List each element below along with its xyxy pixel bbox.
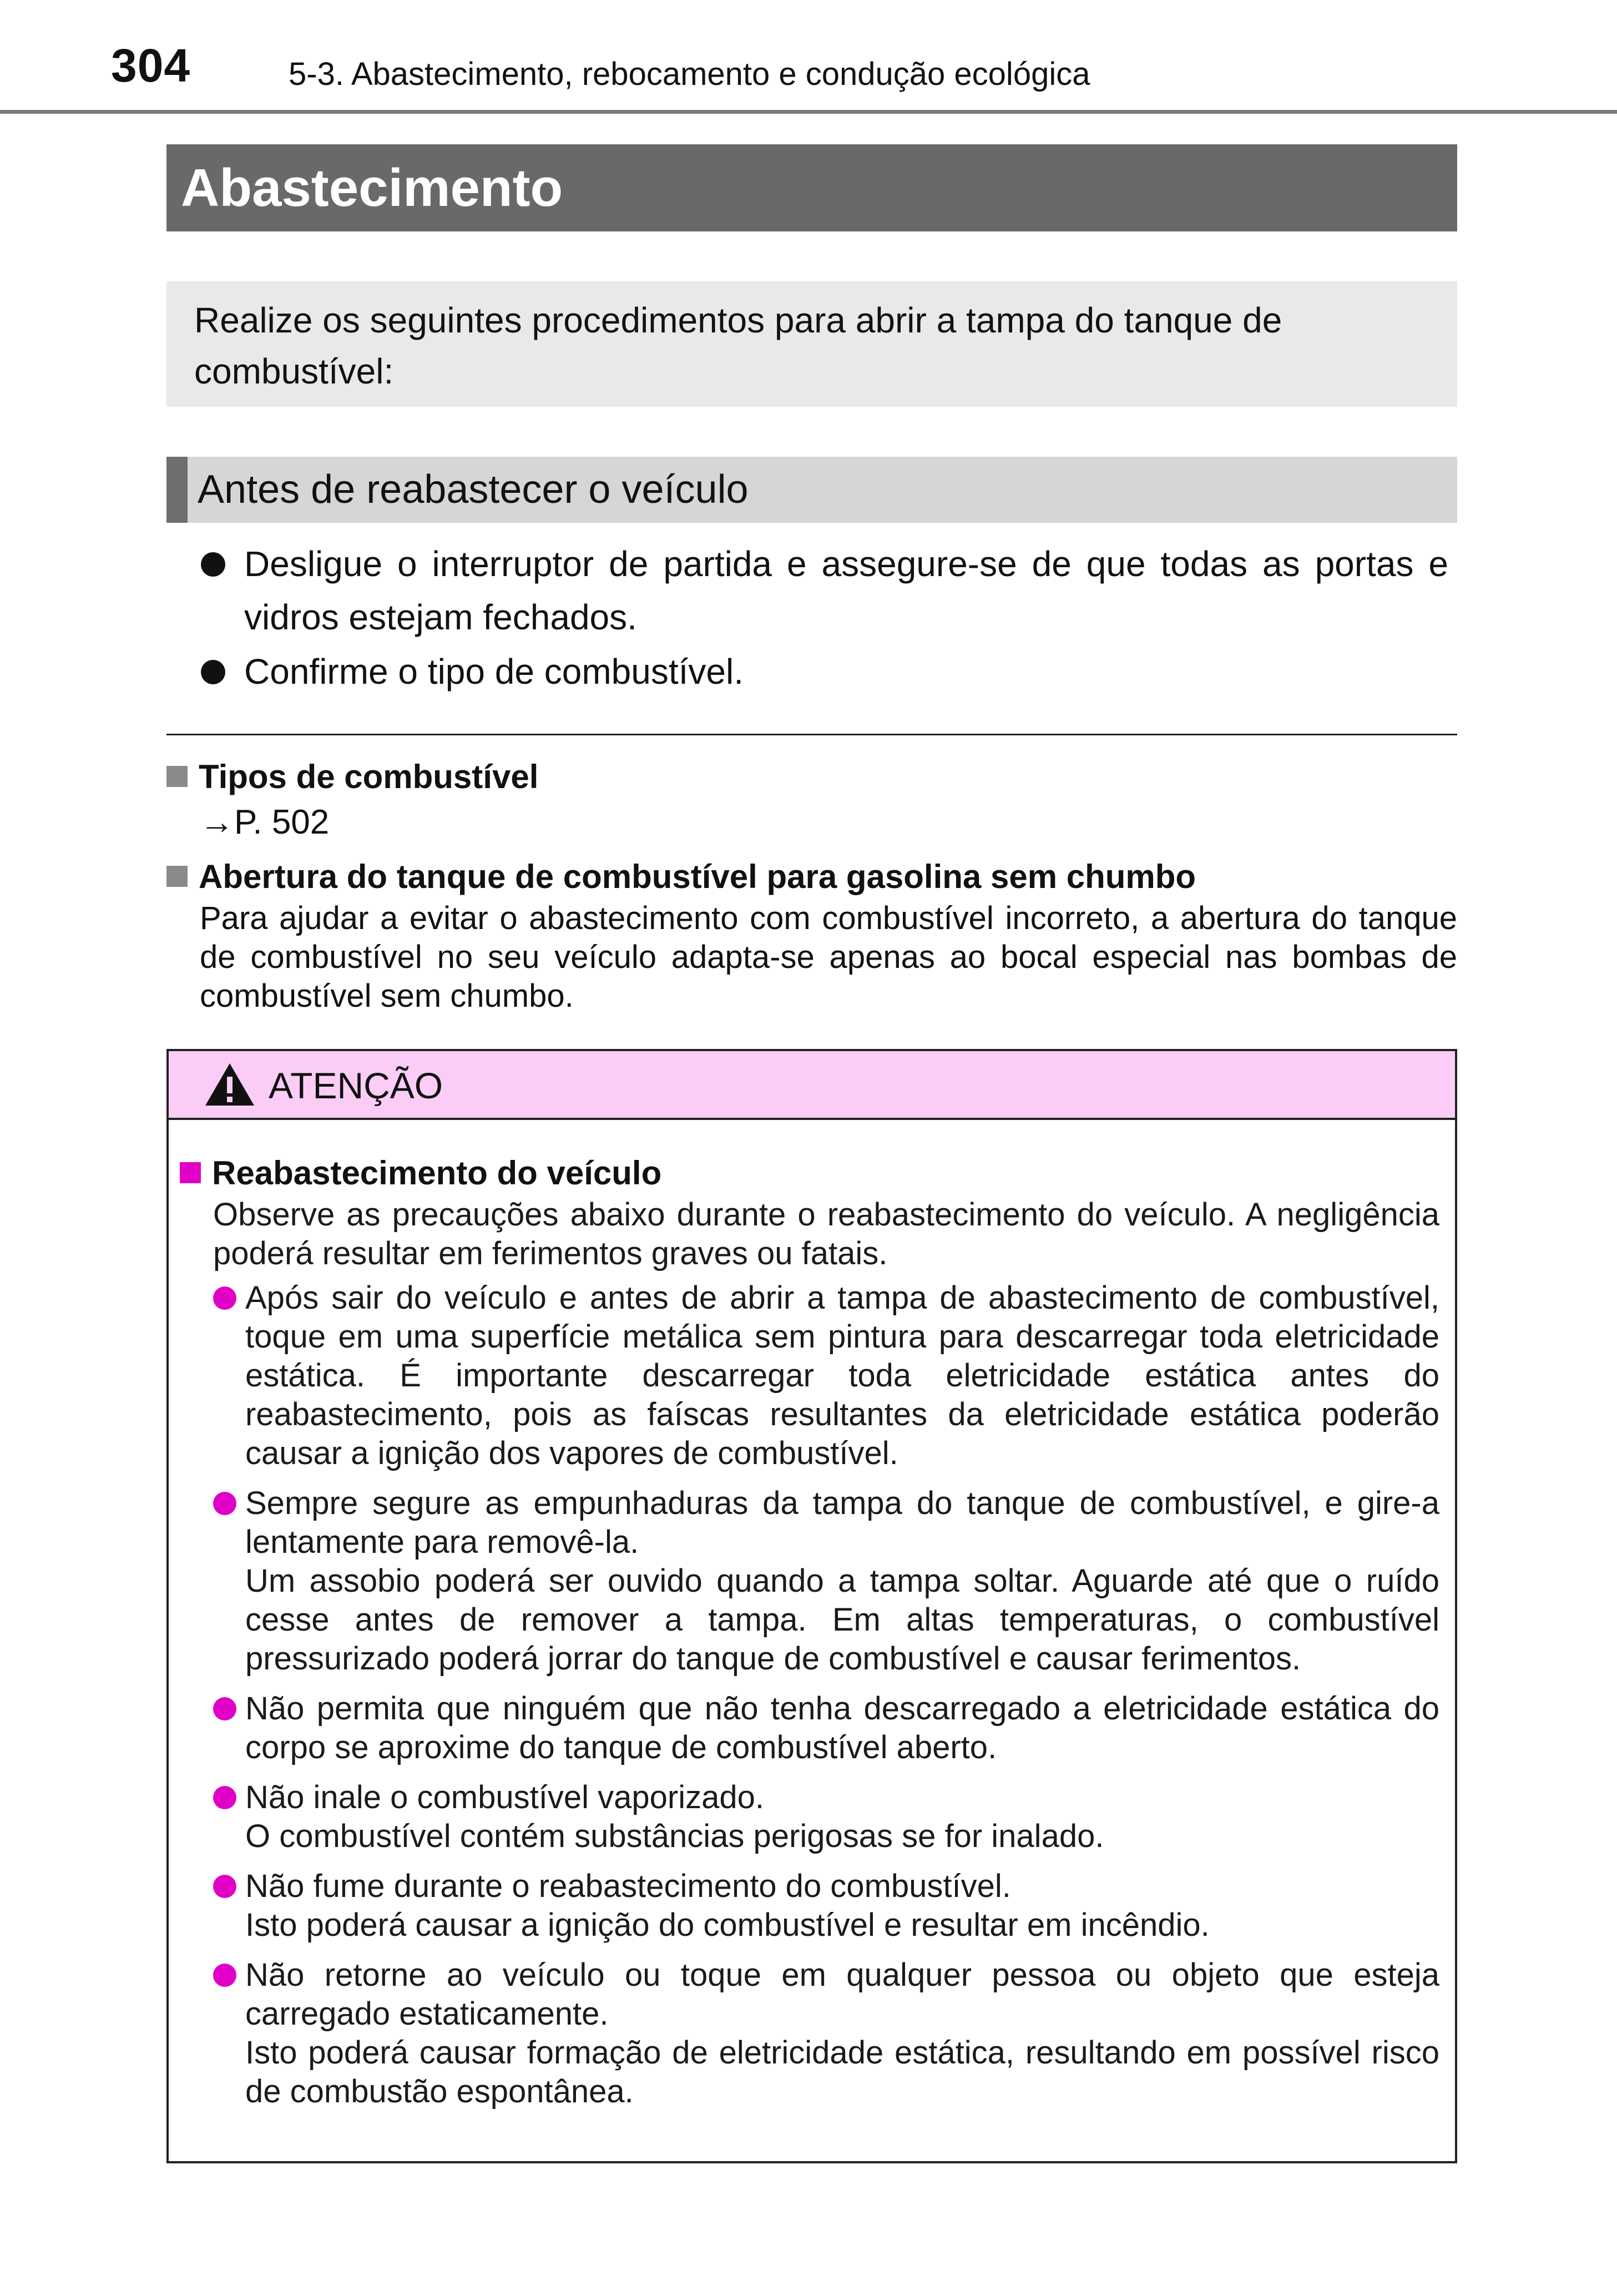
warning-item: [180, 1867, 1439, 1945]
page-number: 304: [111, 39, 191, 92]
header-rule: [0, 110, 1617, 114]
bullet-icon: [213, 1875, 236, 1898]
warning-item-note: O combustível contém substâncias perigosas se for inalado.: [245, 1818, 1104, 1854]
subheading-title: Antes de reabastecer o veículo: [198, 467, 749, 512]
page-reference-link[interactable]: →P. 502: [200, 803, 330, 841]
warning-content: [180, 1151, 1439, 2122]
warning-item-note: Isto poderá causar formação de eletricidade estática, resultando em possível risco de combustão espontânea.: [245, 2035, 1439, 2110]
square-bullet-icon: [166, 866, 188, 887]
bullet-icon: [213, 1964, 236, 1987]
info-text: Para ajudar a evitar o abastecimento com combustível incorreto, a abertura do tanque de combustível no seu veículo adapta-se apenas ao bocal especial nas bombas de combustível sem chumbo.: [200, 900, 1457, 1014]
warning-item-text: Não permita que ninguém que não tenha descarregado a eletricidade estática do corpo se aproxime do tanque de combustível aberto.: [245, 1691, 1439, 1765]
list-item-text: Confirme o tipo de combustível.: [244, 652, 744, 692]
chapter-title: 5-3. Abastecimento, rebocamento e condução ecológica: [289, 56, 1090, 92]
warning-title: Reabastecimento do veículo: [212, 1154, 662, 1192]
info-title: Abertura do tanque de combustível para gasolina sem chumbo: [199, 858, 1196, 895]
warning-item-text: Não fume durante o reabastecimento do combustível.: [245, 1868, 1011, 1904]
warning-header: [169, 1051, 1455, 1120]
info-title: Tipos de combustível: [199, 758, 539, 795]
bullet-icon: [213, 1492, 236, 1515]
warning-item-text: Após sair do veículo e antes de abrir a tampa de abastecimento de combustível, toque em uma superfície metálica sem pintura para descarregar toda eletricidade estática. É importante descarregar toda eletricidade estática antes do reabastecimento, pois as faíscas resultantes da eletricidade estática poderão causar a ignição dos vapores de combustível.: [245, 1280, 1439, 1471]
bullet-icon: [201, 552, 225, 577]
bullet-icon: [213, 1286, 236, 1310]
warning-item-text: Sempre segure as empunhaduras da tampa do tanque de combustível, e gire-a lentamente para removê-la.: [245, 1485, 1439, 1560]
info-fuel-types: [166, 755, 1457, 846]
section-banner: [166, 144, 1457, 231]
warning-icon: [203, 1061, 256, 1108]
warning-item: [180, 1484, 1439, 1678]
bullet-list: [189, 537, 1448, 699]
list-item: [189, 537, 1448, 644]
list-item: [189, 645, 1448, 698]
list-item-text: Desligue o interruptor de partida e assegure-se de que todas as portas e vidros estejam fechados.: [244, 544, 1448, 637]
warning-label: ATENÇÃO: [269, 1065, 443, 1106]
warning-item-note: Um assobio poderá ser ouvido quando a tampa soltar. Aguarde até que o ruído cesse antes de remover a tampa. Em altas temperaturas, o combustível pressurizado poderá jorrar do tanque de combustível e causar ferimentos.: [245, 1563, 1439, 1677]
divider: [166, 734, 1457, 735]
intro-box: Realize os seguintes procedimentos para abrir a tampa do tanque de combustível:: [166, 281, 1457, 407]
warning-item: [180, 1689, 1439, 1767]
warning-item: [180, 1778, 1439, 1856]
info-fuel-opening: [166, 855, 1457, 1016]
bullet-icon: [201, 660, 225, 684]
warning-item-text: Não inale o combustível vaporizado.: [245, 1779, 764, 1815]
warning-item-text: Não retorne ao veículo ou toque em qualquer pessoa ou objeto que esteja carregado estaticamente.: [245, 1957, 1439, 2032]
square-bullet-icon: [180, 1162, 201, 1183]
warning-item: [180, 1279, 1439, 1473]
warning-item-note: Isto poderá causar a ignição do combustível e resultar em incêndio.: [245, 1907, 1210, 1943]
square-bullet-icon: [166, 766, 188, 787]
warning-box: [166, 1049, 1457, 2163]
warning-intro: Observe as precauções abaixo durante o reabastecimento do veículo. A negligência poderá resultar em ferimentos graves ou fatais.: [213, 1197, 1439, 1271]
bullet-icon: [213, 1697, 236, 1720]
section-title: Abastecimento: [181, 158, 563, 218]
warning-item: [180, 1956, 1439, 2111]
subheading: [166, 457, 1457, 523]
subheading-bar: [166, 457, 188, 523]
bullet-icon: [213, 1786, 236, 1809]
page-header: [0, 0, 1617, 114]
